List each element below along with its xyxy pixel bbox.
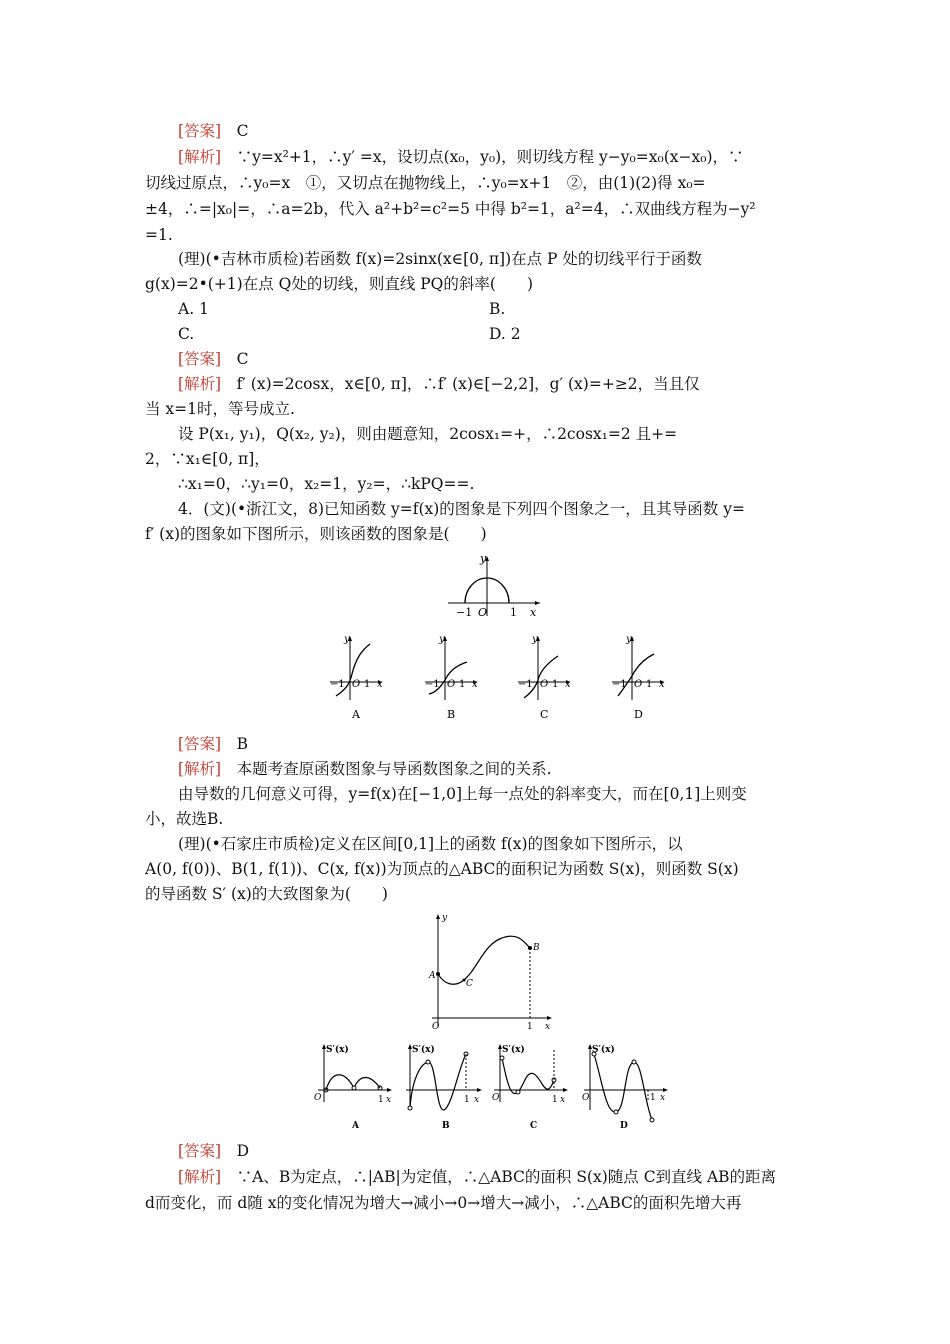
point-c-label: C xyxy=(466,979,473,989)
svg-text:y: y xyxy=(344,634,350,645)
analysis-line xyxy=(178,1166,776,1188)
text-line: 由导数的几何意义可得，y=f(x)在[−1,0]上每一点处的斜率变大，而在[0,1]上则变 xyxy=(178,785,747,803)
option-a: A. 1 xyxy=(178,300,209,318)
svg-text:x: x xyxy=(377,679,383,690)
svg-text:x: x xyxy=(660,1093,666,1103)
svg-text:−1: −1 xyxy=(330,679,345,690)
svg-text:1: 1 xyxy=(364,679,371,690)
answer-line-4 xyxy=(178,1140,249,1162)
question-line: (理)(•石家庄市质检)定义在区间[0,1]上的函数 f(x)的图象如下图所示，以 xyxy=(178,835,683,853)
text-line: =1. xyxy=(145,226,173,244)
answer-line-3 xyxy=(178,733,248,755)
answer-value: C xyxy=(236,350,249,368)
graph-d xyxy=(612,634,665,721)
analysis-line xyxy=(178,373,700,395)
svg-text:1: 1 xyxy=(552,679,559,690)
analysis-line xyxy=(178,146,744,168)
svg-text:O: O xyxy=(447,679,456,690)
text-line: ∴x₁=0，∴y₁=0，x₂=1，y₂=，∴kPQ==. xyxy=(178,475,475,493)
text-line: f′ (x)=2cosx，x∈[0, π]，∴f′ (x)∈[−2,2]，g′ (x)=+≥2，当且仅 xyxy=(236,375,700,393)
svg-text:1: 1 xyxy=(552,1095,558,1105)
svg-text:O: O xyxy=(492,1093,500,1103)
origin-label: O xyxy=(432,1022,440,1032)
question-line: 4．(文)(•浙江文，8)已知函数 y=f(x)的图象是下列四个图象之一，且其导函数 y= xyxy=(178,500,745,518)
text-line: d而变化，而 d随 x的变化情况为增大→减小→0→增大→减小，∴△ABC的面积先增大再 xyxy=(145,1194,742,1212)
svg-text:1: 1 xyxy=(378,1095,384,1105)
svg-text:O: O xyxy=(314,1093,322,1103)
text-line: 小，故选B. xyxy=(145,810,224,828)
graph-label-c: C xyxy=(530,1121,538,1131)
graph-label-c: C xyxy=(540,708,549,721)
svg-text:S′(x): S′(x) xyxy=(592,1045,615,1055)
answer-label: [答案] xyxy=(178,350,222,368)
derivative-option-graphs xyxy=(310,1040,670,1135)
y-axis-label: y xyxy=(480,552,487,565)
function-graph xyxy=(420,908,560,1033)
question-line: g(x)=2•(+1)在点 Q处的切线，则直线 PQ的斜率( ) xyxy=(145,275,533,293)
s-graph-b xyxy=(406,1044,482,1131)
svg-text:y: y xyxy=(532,634,538,645)
svg-text:x: x xyxy=(565,679,571,690)
analysis-line xyxy=(178,758,552,780)
x-axis-label: x xyxy=(545,1022,551,1032)
tick-1: 1 xyxy=(510,606,517,619)
graph-label-d: D xyxy=(634,708,643,721)
text-line: 2，∵x₁∈[0, π]， xyxy=(145,450,270,468)
svg-text:O: O xyxy=(352,679,361,690)
svg-text:x: x xyxy=(659,679,665,690)
svg-text:1: 1 xyxy=(464,1095,470,1105)
s-graph-d xyxy=(582,1044,668,1131)
answer-label: [答案] xyxy=(178,735,222,753)
graph-label-b: B xyxy=(447,708,456,721)
svg-text:x: x xyxy=(560,1095,566,1105)
origin-label: O xyxy=(478,606,488,619)
svg-text:S′(x): S′(x) xyxy=(412,1045,435,1055)
tick-neg1: −1 xyxy=(456,606,473,619)
option-c: C. xyxy=(178,325,195,343)
answer-value: D xyxy=(236,1142,250,1160)
svg-text:O: O xyxy=(540,679,549,690)
axis-label: S′(x) xyxy=(326,1045,349,1055)
tick-1: 1 xyxy=(527,1022,533,1032)
graph-label-a: A xyxy=(352,708,360,721)
graph-label-b: B xyxy=(442,1121,450,1131)
text-line: 切线过原点，∴y₀=x ①，又切点在抛物线上，∴y₀=x+1 ②，由(1)(2)得 x₀= xyxy=(145,174,706,192)
analysis-label: [解析] xyxy=(178,1168,222,1186)
point-b-label: B xyxy=(533,943,540,953)
question-line: A(0, f(0))、B(1, f(1))、C(x, f(x))为顶点的△ABC的面积记为函数 S(x)，则函数 S(x) xyxy=(145,860,739,878)
graph-b xyxy=(425,634,478,721)
svg-text:O: O xyxy=(582,1093,590,1103)
option-b: B. xyxy=(489,300,506,318)
s-graph-c xyxy=(492,1044,568,1131)
graph-label-a: A xyxy=(352,1121,359,1131)
y-axis-label: y xyxy=(442,913,448,923)
question-line: 的导函数 S′ (x)的大致图象为( ) xyxy=(145,885,388,903)
derivative-graph xyxy=(440,550,550,625)
text-line: 本题考查原函数图象与导函数图象之间的关系. xyxy=(236,760,552,778)
svg-text:1: 1 xyxy=(646,679,653,690)
graph-a xyxy=(330,634,383,721)
text-line: 设 P(x₁, y₁)，Q(x₂, y₂)，则由题意知，2cosx₁=+，∴2cosx₁=2 且+= xyxy=(178,425,678,443)
svg-text:y: y xyxy=(439,634,445,645)
text-line: ∵A、B为定点，∴|AB|为定值，∴△ABC的面积 S(x)随点 C到直线 AB的距离 xyxy=(236,1168,777,1186)
answer-line-2 xyxy=(178,348,249,370)
analysis-label: [解析] xyxy=(178,148,222,166)
option-d: D. 2 xyxy=(489,325,521,343)
x-axis-label: x xyxy=(530,606,537,619)
svg-text:O: O xyxy=(634,679,643,690)
answer-label: [答案] xyxy=(178,122,222,140)
svg-text:y: y xyxy=(626,634,632,645)
svg-text:x: x xyxy=(472,679,478,690)
point-a-label: A xyxy=(429,971,436,981)
text-line: 当 x=1时，等号成立. xyxy=(145,400,295,418)
analysis-label: [解析] xyxy=(178,375,222,393)
svg-text:1: 1 xyxy=(459,679,466,690)
question-line: (理)(•吉林市质检)若函数 f(x)=2sinx(x∈[0, π])在点 P 处的切线平行于函数 xyxy=(178,250,702,268)
option-graphs xyxy=(320,630,680,725)
svg-text:x: x xyxy=(474,1095,480,1105)
svg-text:−1: −1 xyxy=(518,679,533,690)
svg-text:−1: −1 xyxy=(612,679,627,690)
answer-label: [答案] xyxy=(178,1142,222,1160)
answer-value: B xyxy=(236,735,249,753)
svg-text:−1: −1 xyxy=(425,679,440,690)
analysis-label: [解析] xyxy=(178,760,222,778)
s-graph-a xyxy=(314,1044,392,1131)
answer-line-1 xyxy=(178,120,249,142)
answer-value: C xyxy=(236,122,249,140)
graph-label-d: D xyxy=(620,1121,628,1131)
question-line: f′ (x)的图象如下图所示，则该函数的图象是( ) xyxy=(145,525,487,543)
svg-text:1: 1 xyxy=(650,1093,656,1103)
svg-text:S′(x): S′(x) xyxy=(502,1045,525,1055)
graph-c xyxy=(518,634,571,721)
text-line: ±4，∴=|x₀|=，∴a=2b，代入 a²+b²=c²=5 中得 b²=1，a²=4，∴双曲线方程为−y² xyxy=(145,200,756,218)
text-line: ∵y=x²+1，∴y′ =x，设切点(x₀，y₀)，则切线方程 y−y₀=x₀(x−x₀)，∵ xyxy=(236,148,744,166)
svg-text:x: x xyxy=(386,1095,392,1105)
